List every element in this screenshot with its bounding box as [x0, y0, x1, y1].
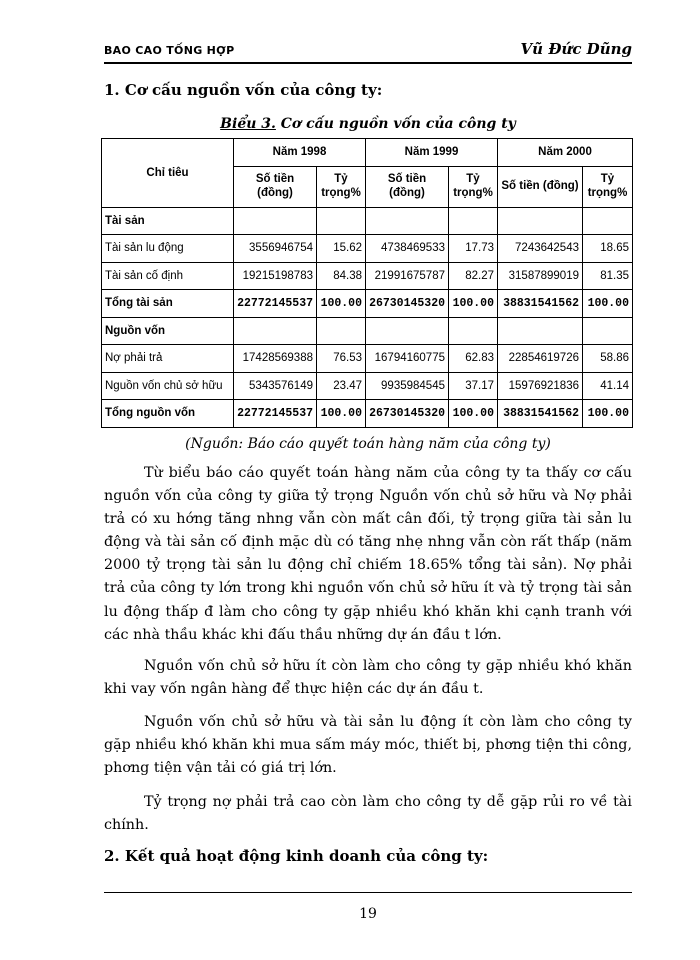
header-year-1998: Năm 1998	[234, 139, 366, 167]
amount-cell: 9935984545	[366, 372, 449, 400]
table-row	[102, 400, 633, 428]
page-header	[104, 36, 632, 64]
paragraph-bank-loans: Nguồn vốn chủ sở hữu ít còn làm cho công ty gặp nhiều khó khăn khi vay vốn ngân hàng để thực hiện các dự án đầu t.	[104, 658, 632, 698]
paragraph-analysis: Từ biểu báo cáo quyết toán hàng năm của công ty ta thấy cơ cấu nguồn vốn của công ty giữa tỷ trọng Nguồn vốn chủ sở hữu và Nợ phải trả có xu hớng tăng nhng vẫn còn mất cân đối, tỷ trọng giữa tài sản lu động và tài sản cố định mặc dù có tăng nhẹ nhng vẫn còn rất thấp (năm 2000 tỷ trọng tài sản lu động chỉ chiếm 18.65% tổng tài sản). Nợ phải trả của công ty lớn trong khi nguồn vốn chủ sở hữu ít và tỷ trọng tài sản lu động thấp đ làm cho công ty gặp nhiều khó khăn khi cạnh tranh với các nhà thầu khác khi đấu thầu những dự án đầu t lớn.	[104, 465, 632, 643]
ratio-cell: 100.00	[583, 400, 633, 428]
amount-cell: 21991675787	[366, 262, 449, 290]
amount-cell: 7243642543	[498, 235, 583, 263]
paragraph-risk: Tỷ trọng nợ phải trả cao còn làm cho công ty dễ gặp rủi ro về tài chính.	[104, 794, 632, 834]
row-label: Tài sản	[102, 207, 234, 235]
amount-cell: 3556946754	[234, 235, 317, 263]
amount-cell	[498, 207, 583, 235]
amount-cell: 26730145320	[366, 400, 449, 428]
row-label: Tài sản lu động	[102, 235, 234, 263]
footer-divider	[104, 892, 632, 893]
ratio-cell: 62.83	[449, 345, 498, 373]
amount-cell: 4738469533	[366, 235, 449, 263]
ratio-cell: 23.47	[317, 372, 366, 400]
amount-cell: 19215198783	[234, 262, 317, 290]
amount-cell: 22772145537	[234, 290, 317, 318]
paragraph-equipment: Nguồn vốn chủ sở hữu và tài sản lu động ít còn làm cho công ty gặp nhiều khó khăn khi mua sấm máy móc, thiết bị, phơng tiện thi công, phơng tiện vận tải có giá trị lớn.	[104, 714, 632, 777]
ratio-cell: 37.17	[449, 372, 498, 400]
amount-cell: 31587899019	[498, 262, 583, 290]
header-amount: Số tiền (đồng)	[234, 166, 317, 207]
ratio-cell: 82.27	[449, 262, 498, 290]
ratio-cell	[583, 317, 633, 345]
ratio-cell: 18.65	[583, 235, 633, 263]
ratio-cell: 100.00	[317, 290, 366, 318]
row-label: Tổng nguồn vốn	[102, 400, 234, 428]
ratio-cell: 15.62	[317, 235, 366, 263]
header-indicator: Chỉ tiêu	[102, 139, 234, 208]
amount-cell: 38831541562	[498, 400, 583, 428]
amount-cell: 17428569388	[234, 345, 317, 373]
ratio-cell	[449, 317, 498, 345]
ratio-cell: 100.00	[449, 290, 498, 318]
author-name: Vũ Đức Dũng	[520, 40, 632, 58]
row-label: Nguồn vốn chủ sở hữu	[102, 372, 234, 400]
row-label: Nguồn vốn	[102, 317, 234, 345]
ratio-cell: 17.73	[449, 235, 498, 263]
amount-cell	[498, 317, 583, 345]
amount-cell: 22772145537	[234, 400, 317, 428]
row-label: Tài sản cố định	[102, 262, 234, 290]
ratio-cell: 58.86	[583, 345, 633, 373]
ratio-cell: 81.35	[583, 262, 633, 290]
header-year-2000: Năm 2000	[498, 139, 633, 167]
amount-cell	[234, 317, 317, 345]
table-caption-title: Cơ cấu nguồn vốn của công ty	[275, 116, 516, 132]
ratio-cell: 41.14	[583, 372, 633, 400]
amount-cell: 16794160775	[366, 345, 449, 373]
section-1-heading: 1. Cơ cấu nguồn vốn của công ty:	[104, 81, 383, 99]
amount-cell	[234, 207, 317, 235]
header-amount: Số tiền (đồng)	[366, 166, 449, 207]
ratio-cell: 100.00	[449, 400, 498, 428]
header-year-1999: Năm 1999	[366, 139, 498, 167]
header-ratio: Tỷ trọng%	[317, 166, 366, 207]
table-row	[102, 290, 633, 318]
header-ratio: Tỷ trọng%	[583, 166, 633, 207]
amount-cell: 26730145320	[366, 290, 449, 318]
ratio-cell	[449, 207, 498, 235]
table-row	[102, 235, 633, 263]
amount-cell: 15976921836	[498, 372, 583, 400]
table-row	[102, 345, 633, 373]
amount-cell: 22854619726	[498, 345, 583, 373]
ratio-cell: 100.00	[583, 290, 633, 318]
ratio-cell: 100.00	[317, 400, 366, 428]
header-amount: Số tiền (đồng)	[498, 166, 583, 207]
table-row	[102, 207, 633, 235]
table-row	[102, 317, 633, 345]
amount-cell: 38831541562	[498, 290, 583, 318]
report-title: BAO CAO TỐNG HỢP	[104, 44, 235, 57]
ratio-cell: 76.53	[317, 345, 366, 373]
amount-cell: 5343576149	[234, 372, 317, 400]
ratio-cell	[583, 207, 633, 235]
row-label: Nợ phải trả	[102, 345, 234, 373]
capital-structure-table	[101, 138, 633, 428]
header-ratio: Tỷ trọng%	[449, 166, 498, 207]
section-2-heading: 2. Kết quả hoạt động kinh doanh của công ty:	[104, 847, 489, 865]
ratio-cell	[317, 317, 366, 345]
table-row	[102, 372, 633, 400]
table-caption	[104, 116, 632, 132]
row-label: Tổng tài sản	[102, 290, 234, 318]
table-row	[102, 262, 633, 290]
ratio-cell	[317, 207, 366, 235]
table-caption-label: Biểu 3.	[220, 116, 276, 132]
ratio-cell: 84.38	[317, 262, 366, 290]
amount-cell	[366, 317, 449, 345]
source-note: (Nguồn: Báo cáo quyết toán hàng năm của công ty)	[185, 436, 551, 452]
page-number: 19	[359, 906, 377, 922]
amount-cell	[366, 207, 449, 235]
table-body	[102, 207, 633, 427]
